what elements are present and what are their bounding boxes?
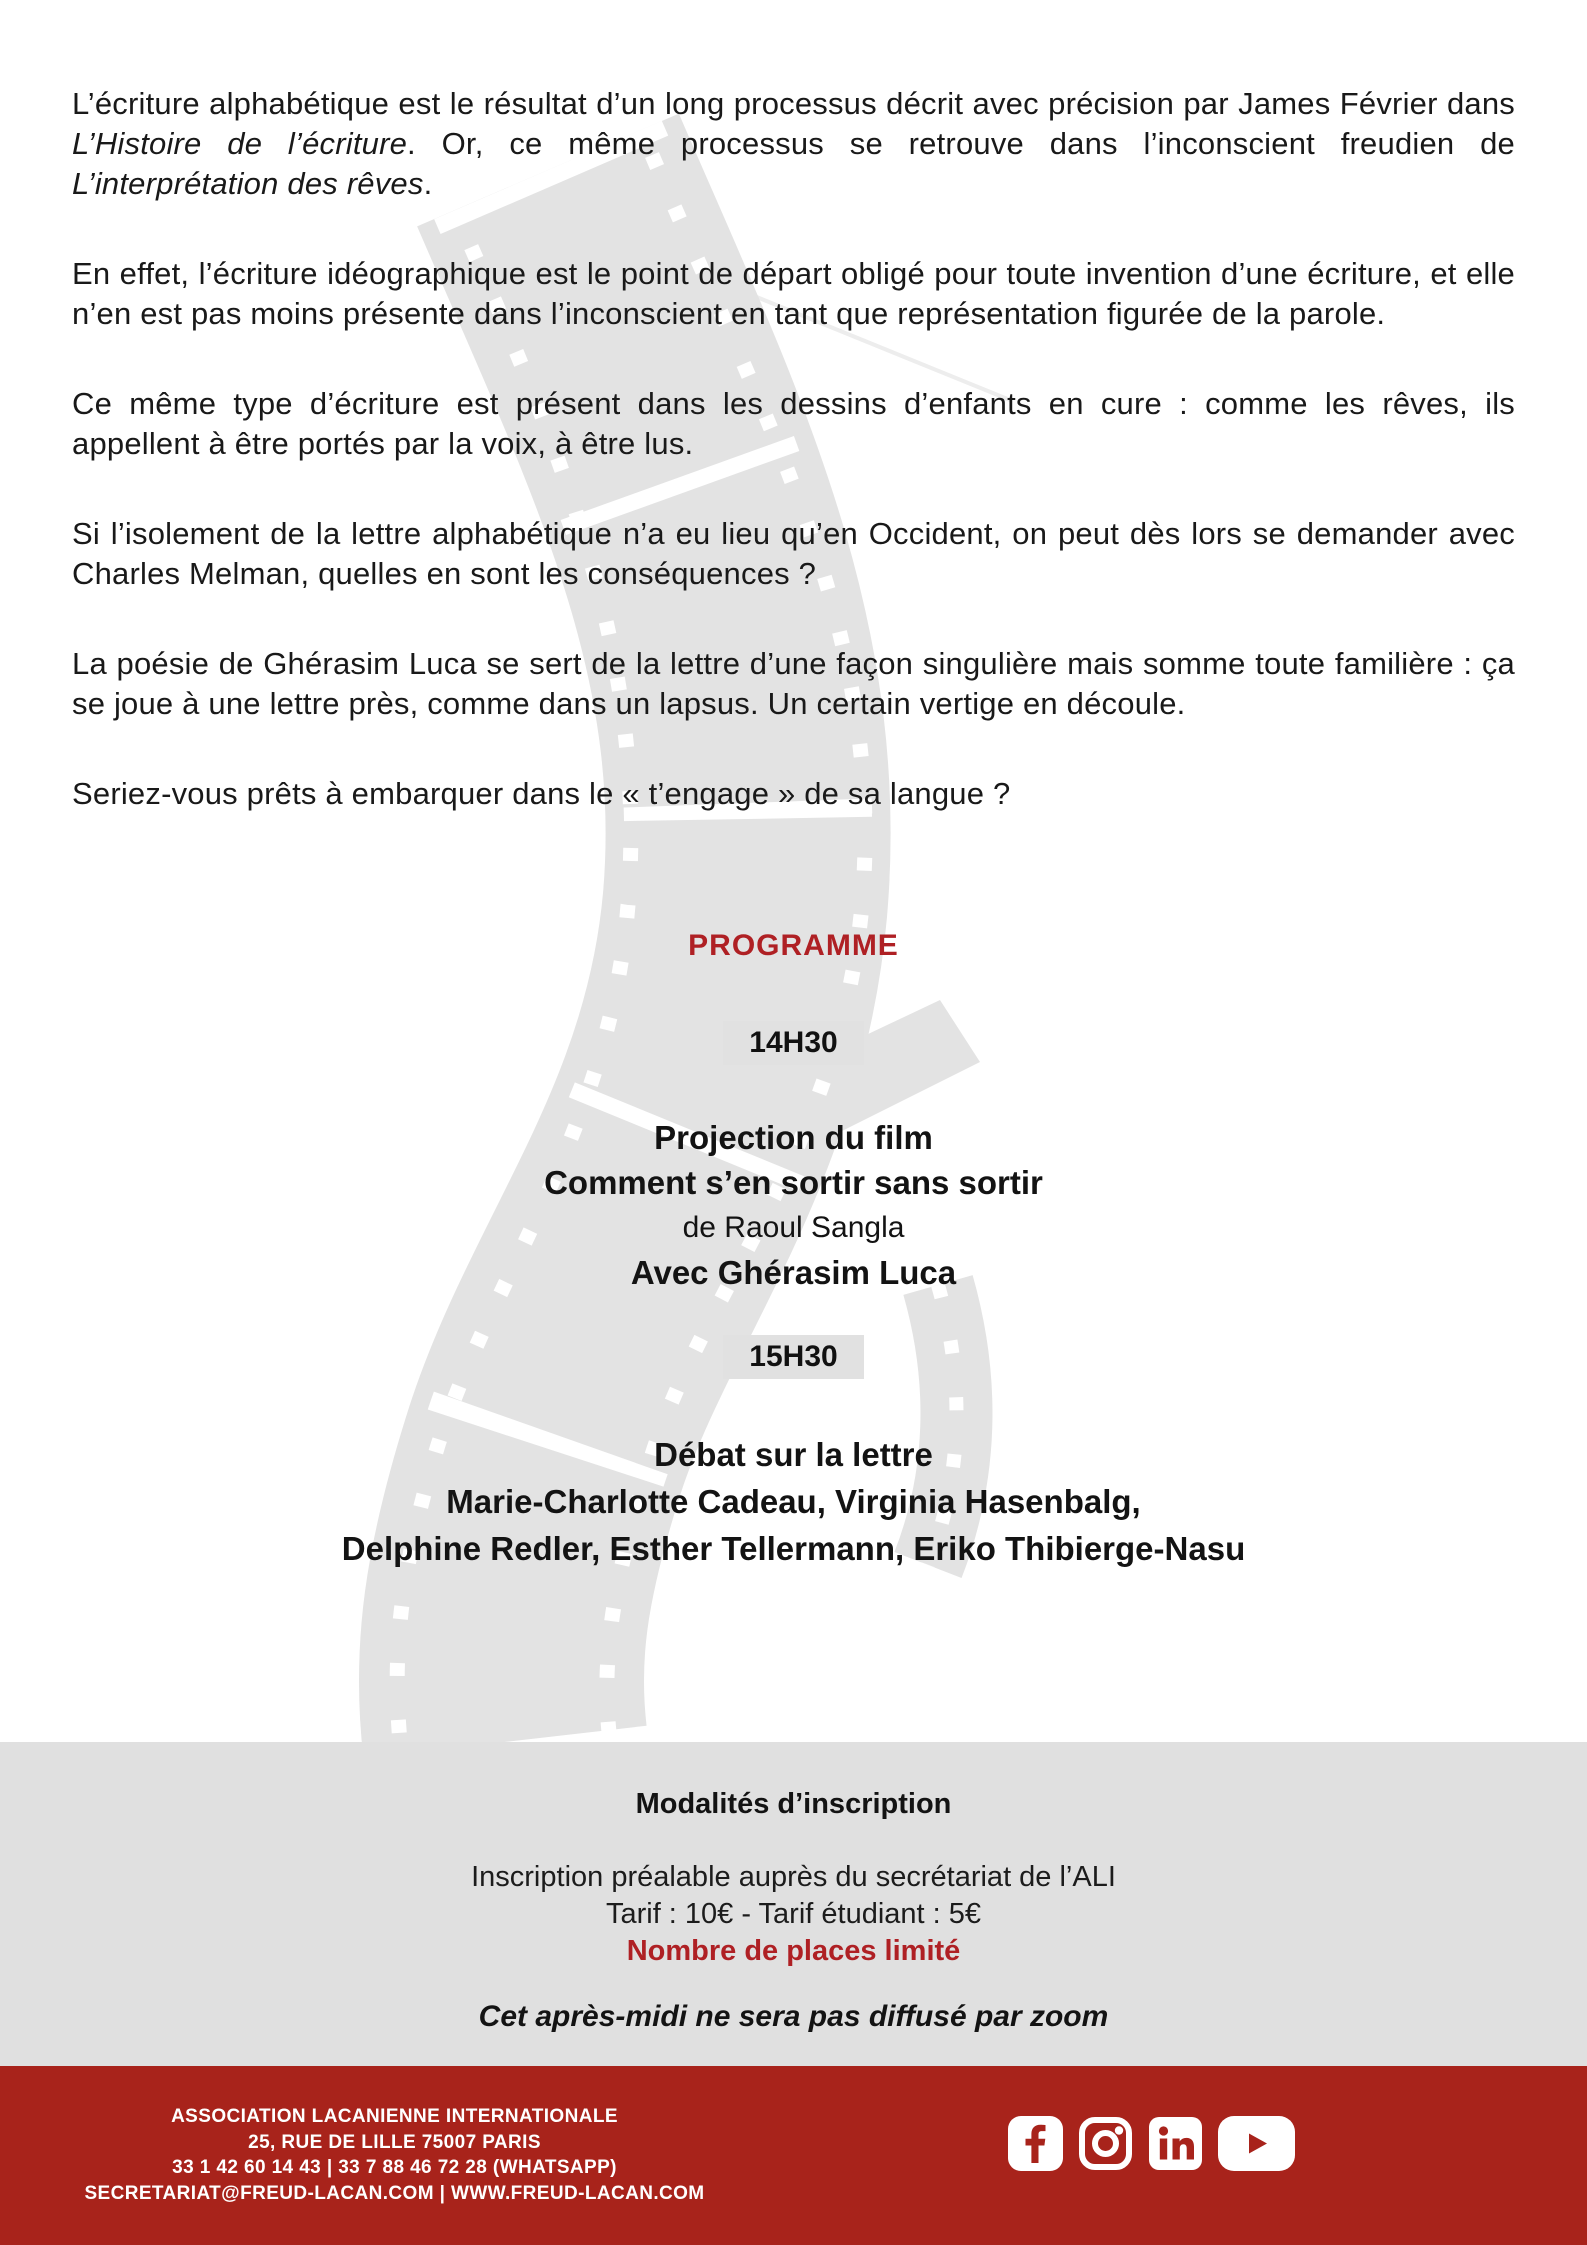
time-badge-15h30: 15H30 [723,1335,863,1379]
event-film-block [0,1115,1587,1295]
footer-contact-block [82,2104,707,2206]
event-film-title: Projection du film [654,1119,933,1156]
paragraph-3: Ce même type d’écriture est présent dans les dessins d’enfants en cure : comme les rêves, ils appellent à être portés par la voix, à être lus. [72,386,1515,461]
time-badge-14h30: 14H30 [723,1021,863,1065]
event-debate-title: Débat sur la lettre [654,1436,933,1473]
paragraph-1-text: . [423,166,433,201]
inscription-tarif: Tarif : 10€ - Tarif étudiant : 5€ [605,1898,982,1930]
footer-band [0,2066,1587,2245]
footer-address: 25, RUE DE LILLE 75007 PARIS [248,2131,541,2153]
footer-email-website: SECRETARIAT@FREUD-LACAN.COM | WWW.FREUD-LACAN.COM [84,2182,705,2204]
paragraph-1 [72,84,1515,204]
instagram-icon[interactable] [1078,2116,1133,2171]
paragraph-6: Seriez-vous prêts à embarquer dans le « t’engage » de sa langue ? [72,776,1011,811]
no-zoom-notice: Cet après-midi ne sera pas diffusé par zoom [478,2000,1109,2033]
facebook-icon[interactable] [1008,2116,1063,2171]
paragraph-1-text: . Or, ce même processus se retrouve dans l’inconscient freudien de [407,126,1515,161]
event-debate-speakers-1: Marie-Charlotte Cadeau, Virginia Hasenbalg, [446,1483,1141,1520]
inscription-line-1: Inscription préalable auprès du secrétariat de l’ALI [471,1861,1116,1893]
footer-org-name: ASSOCIATION LACANIENNE INTERNATIONALE [171,2106,618,2127]
inscription-section [0,1742,1587,2066]
inscription-details [0,1859,1587,1970]
inscription-heading: Modalités d’inscription [635,1788,952,1820]
event-debate-block [0,1431,1587,1572]
paragraph-5: La poésie de Ghérasim Luca se sert de la lettre d’une façon singulière mais somme toute familière : ça se joue à une lettre près, comme dans un lapsus. Un certain vertige en découle. [72,646,1515,721]
book-title-histoire-ecriture: L’Histoire de l’écriture [72,126,408,161]
paragraph-2: En effet, l’écriture idéographique est le point de départ obligé pour toute invention d’une écriture, et elle n’en est pas moins présente dans l’inconscient en tant que représentation figurée de la parole. [72,256,1515,331]
event-film-with: Avec Ghérasim Luca [630,1254,957,1291]
book-title-interpretation-reves: L’interprétation des rêves [72,166,424,201]
event-film-name: Comment s’en sortir sans sortir [544,1164,1043,1201]
linkedin-icon[interactable] [1148,2116,1203,2171]
paragraph-1-text: L’écriture alphabétique est le résultat d’un long processus décrit avec précision par James Février dans [72,86,1515,121]
inscription-limited-notice: Nombre de places limité [626,1935,961,1967]
event-debate-speakers-2: Delphine Redler, Esther Tellermann, Eriko Thibierge-Nasu [341,1530,1246,1567]
footer-phones: 33 1 42 60 14 43 | 33 7 88 46 72 28 (WHATSAPP) [172,2157,617,2178]
programme-heading: PROGRAMME [688,929,899,962]
youtube-icon[interactable] [1218,2116,1295,2171]
social-icons-row [1008,2116,1295,2171]
event-film-director: de Raoul Sangla [682,1211,905,1244]
intro-text-block [0,0,1587,814]
paragraph-4: Si l’isolement de la lettre alphabétique n’a eu lieu qu’en Occident, on peut dès lors se demander avec Charles Melman, quelles en sont les conséquences ? [72,516,1515,591]
